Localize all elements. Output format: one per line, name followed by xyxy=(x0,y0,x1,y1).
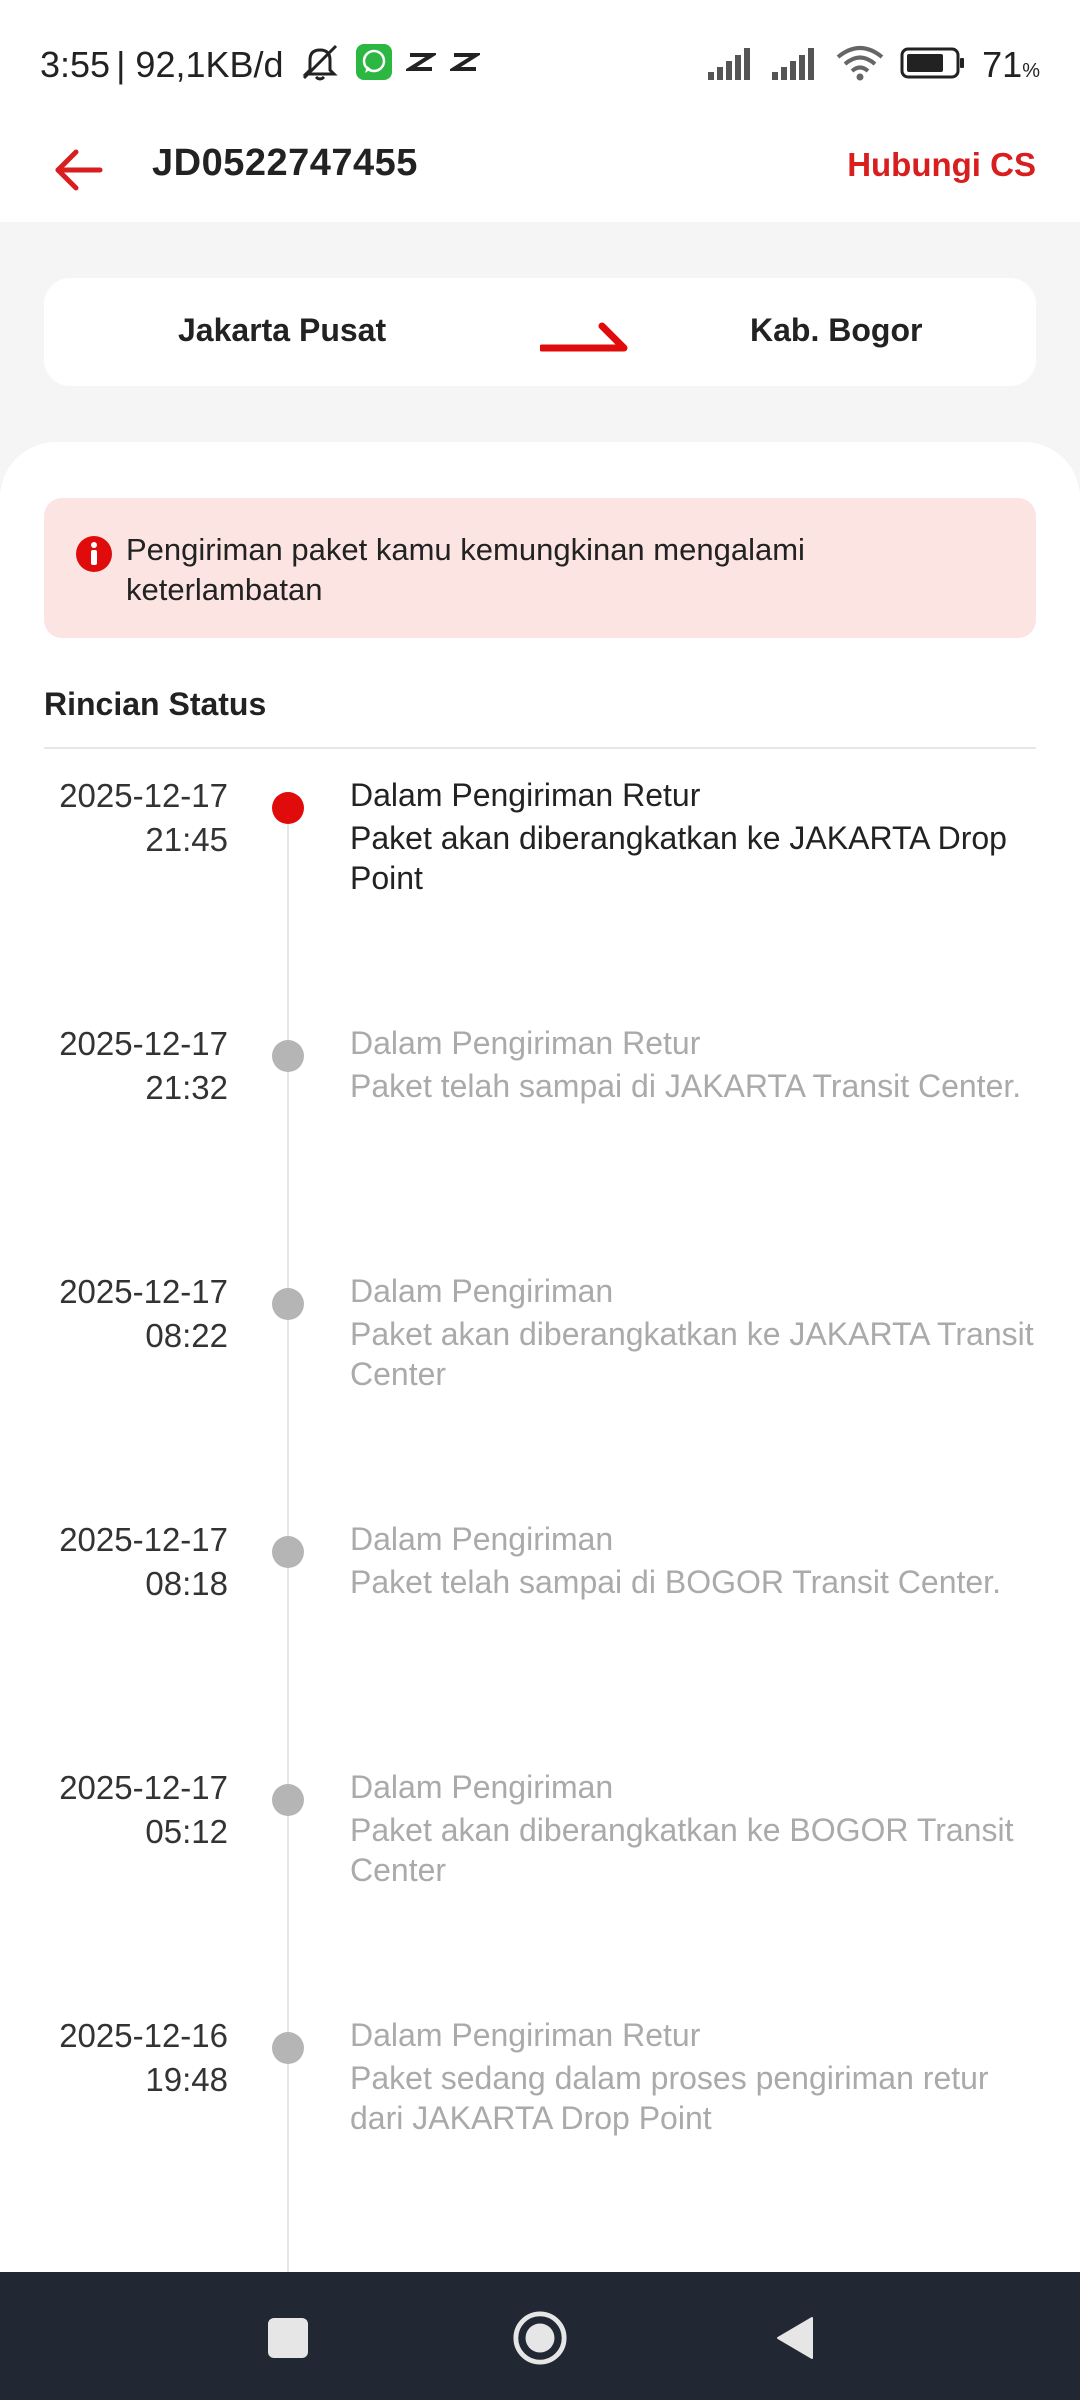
signal-icon xyxy=(708,46,756,85)
capcut-icon xyxy=(406,47,436,82)
home-button[interactable] xyxy=(512,2310,568,2366)
back-nav-button[interactable] xyxy=(766,2310,822,2366)
event-time: 08:22 xyxy=(145,1317,228,1354)
back-arrow-icon xyxy=(52,148,104,192)
status-time: 3:55 xyxy=(40,43,111,85)
back-button[interactable] xyxy=(48,140,108,200)
timeline-item xyxy=(0,1270,1080,1510)
event-date: 2025-12-17 xyxy=(59,1273,228,1310)
square-icon xyxy=(266,2316,310,2360)
triangle-back-icon xyxy=(772,2314,816,2362)
battery-icon xyxy=(900,46,966,85)
event-datetime xyxy=(44,1766,228,1854)
status-bar-left xyxy=(40,42,480,87)
event-description: Paket akan diberangkatkan ke JAKARTA Drop Point xyxy=(350,820,1007,896)
event-time: 21:45 xyxy=(145,821,228,858)
event-datetime xyxy=(44,2014,228,2102)
timeline-dot xyxy=(272,1040,304,1072)
network-speed: | 92,1KB/d xyxy=(116,43,284,85)
event-status: Dalam Pengiriman xyxy=(350,1769,614,1805)
whatsapp-icon xyxy=(356,44,392,85)
section-title: Rincian Status xyxy=(44,686,267,722)
event-description: Paket telah sampai di BOGOR Transit Center. xyxy=(350,1564,1001,1600)
timeline-dot xyxy=(272,2032,304,2064)
home-circle-icon xyxy=(512,2309,568,2367)
status-bar xyxy=(0,0,1080,130)
battery-percent xyxy=(982,44,1040,86)
system-navigation-bar xyxy=(0,2272,1080,2400)
signal-icon xyxy=(772,46,820,85)
route-destination: Kab. Bogor xyxy=(750,312,923,348)
status-bar-right xyxy=(708,44,1040,86)
event-description: Paket telah sampai di JAKARTA Transit Center. xyxy=(350,1068,1022,1104)
tracking-number-title: JD0522747455 xyxy=(152,142,418,184)
route-card xyxy=(44,278,1036,386)
timeline-item xyxy=(0,1766,1080,2006)
timeline-item xyxy=(0,1518,1080,1758)
delay-alert-banner xyxy=(44,498,1036,638)
battery-percent-unit: % xyxy=(1022,60,1040,82)
timeline-dot-active xyxy=(272,792,304,824)
app-header xyxy=(0,130,1080,222)
event-time: 05:12 xyxy=(145,1813,228,1850)
event-time: 08:18 xyxy=(145,1565,228,1602)
divider xyxy=(44,747,1036,749)
wifi-icon xyxy=(836,45,884,86)
alert-message: Pengiriman paket kamu kemungkinan mengalami keterlambatan xyxy=(126,532,805,607)
event-date: 2025-12-16 xyxy=(59,2017,228,2054)
event-date: 2025-12-17 xyxy=(59,1025,228,1062)
event-status: Dalam Pengiriman Retur xyxy=(350,2017,701,2053)
event-datetime xyxy=(44,1270,228,1358)
route-origin: Jakarta Pusat xyxy=(178,312,387,348)
event-status: Dalam Pengiriman Retur xyxy=(350,1025,701,1061)
event-status: Dalam Pengiriman xyxy=(350,1521,614,1557)
event-datetime xyxy=(44,1022,228,1110)
battery-percent-value: 71 xyxy=(982,44,1023,85)
recent-apps-button[interactable] xyxy=(260,2310,316,2366)
event-description: Paket akan diberangkatkan ke JAKARTA Transit Center xyxy=(350,1316,1034,1392)
event-date: 2025-12-17 xyxy=(59,777,228,814)
event-datetime xyxy=(44,774,228,862)
mute-notification-icon xyxy=(298,42,342,87)
event-status: Dalam Pengiriman xyxy=(350,1273,614,1309)
timeline-dot xyxy=(272,1536,304,1568)
event-time: 19:48 xyxy=(145,2061,228,2098)
capcut-icon xyxy=(450,47,480,82)
status-details-sheet xyxy=(0,442,1080,2272)
contact-cs-button[interactable]: Hubungi CS xyxy=(847,146,1036,183)
timeline-dot xyxy=(272,1784,304,1816)
event-date: 2025-12-17 xyxy=(59,1769,228,1806)
timeline-dot xyxy=(272,1288,304,1320)
event-description: Paket sedang dalam proses pengiriman retur dari JAKARTA Drop Point xyxy=(350,2060,989,2136)
event-datetime xyxy=(44,1518,228,1606)
route-arrow-icon xyxy=(540,308,630,363)
info-icon xyxy=(76,536,112,577)
event-description: Paket akan diberangkatkan ke BOGOR Transit Center xyxy=(350,1812,1014,1888)
timeline-item xyxy=(0,2014,1080,2254)
timeline-item xyxy=(0,1022,1080,1262)
event-status: Dalam Pengiriman Retur xyxy=(350,777,701,813)
event-time: 21:32 xyxy=(145,1069,228,1106)
event-date: 2025-12-17 xyxy=(59,1521,228,1558)
timeline-item xyxy=(0,774,1080,1014)
